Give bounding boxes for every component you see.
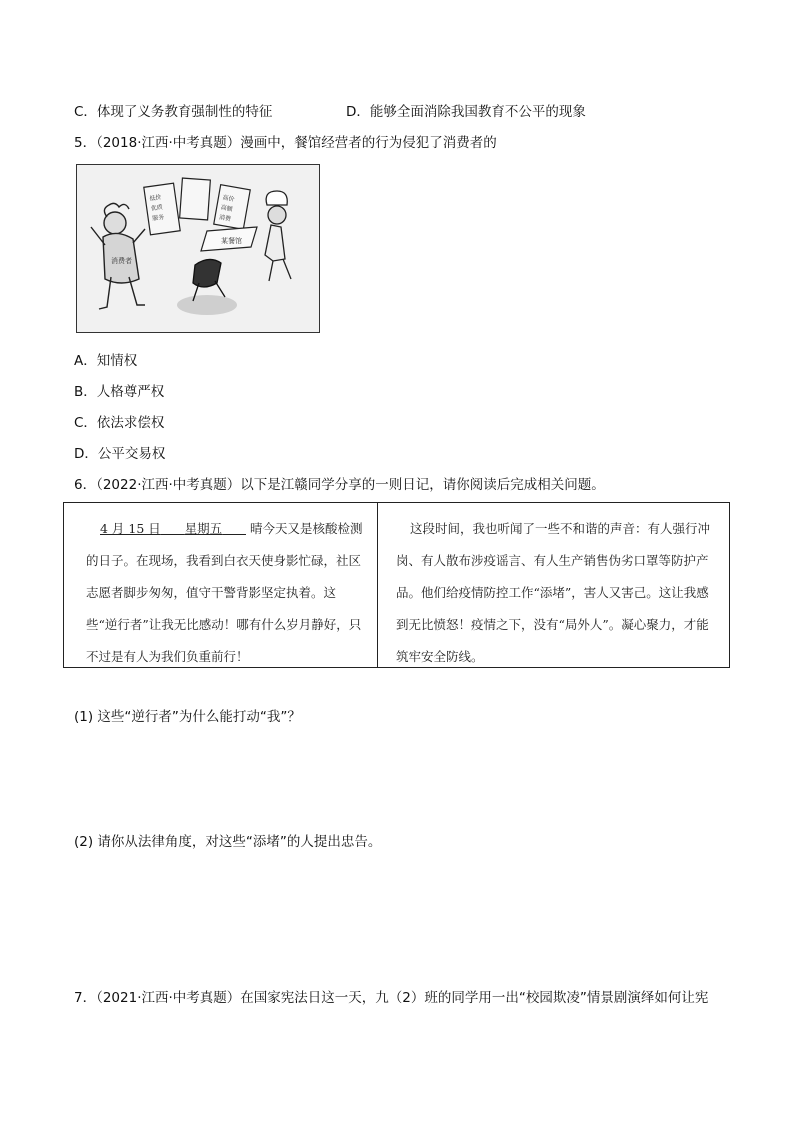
q7-stem: 7．（2021·江西·中考真题）在国家宪法日这一天，九（2）班的同学用一出“校园欺凌”情景剧演绎如何让宪	[74, 990, 709, 1006]
q5-option-b: B．人格尊严权	[74, 384, 165, 400]
svg-text:高额: 高额	[220, 204, 234, 214]
q4-option-c: C．体现了义务教育强制性的特征	[74, 104, 273, 120]
svg-text:优质: 优质	[150, 203, 164, 213]
cartoon-drawing	[77, 165, 318, 331]
running-figure	[193, 259, 225, 301]
q4-option-d: D．能够全面消除我国教育不公平的现象	[346, 104, 586, 120]
q6-sub1: (1) 这些“逆行者”为什么能打动“我”？	[74, 709, 301, 725]
consumer-figure	[91, 203, 145, 309]
chef-figure	[265, 191, 291, 281]
diary-date: 4 月 15 日	[100, 521, 161, 536]
svg-text:某餐馆: 某餐馆	[221, 237, 242, 245]
diary-right-text: 这段时间，我也听闻了一些不和谐的声音：有人强行冲岗、有人散布涉疫谣言、有人生产销售伪劣口罩等防护产品。他们给疫情防控工作“添堵”，害人又害己。这让我感到无比愤怒！疫情之下，没有“局外人”。凝心聚力，才能筑牢安全防线。	[396, 521, 711, 664]
q5-stem: 5．（2018·江西·中考真题）漫画中，餐馆经营者的行为侵犯了消费者的	[74, 135, 497, 151]
q6-stem: 6．（2022·江西·中考真题）以下是江赣同学分享的一则日记，请你阅读后完成相关问题。	[74, 477, 605, 493]
diary-weekday: 星期五	[184, 521, 223, 536]
price-sheets	[144, 178, 250, 235]
diary-left-text: 晴今天又是核酸检测的日子。在现场，我看到白衣天使身影忙碌，社区志愿者脚步匆匆，值守干警背影坚定执着。这些“逆行者”让我无比感动！哪有什么岁月静好，只不过是有人为我们负重前行！	[86, 521, 363, 664]
restaurant-sign	[201, 227, 257, 251]
diary-table	[63, 502, 730, 668]
q5-option-d: D．公平交易权	[74, 446, 166, 462]
diary-left-cell	[64, 503, 378, 667]
diary-right-cell	[378, 503, 729, 667]
q6-sub2: (2) 请你从法律角度，对这些“添堵”的人提出忠告。	[74, 834, 382, 850]
svg-text:消费: 消费	[218, 213, 232, 223]
svg-text:高价: 高价	[221, 194, 235, 204]
svg-text:低价: 低价	[149, 194, 162, 203]
q5-option-a: A．知情权	[74, 353, 138, 369]
svg-text:服务: 服务	[151, 213, 165, 223]
svg-text:消费者: 消费者	[111, 257, 132, 265]
q5-option-c: C．依法求偿权	[74, 415, 165, 431]
q5-cartoon-image	[76, 164, 320, 333]
